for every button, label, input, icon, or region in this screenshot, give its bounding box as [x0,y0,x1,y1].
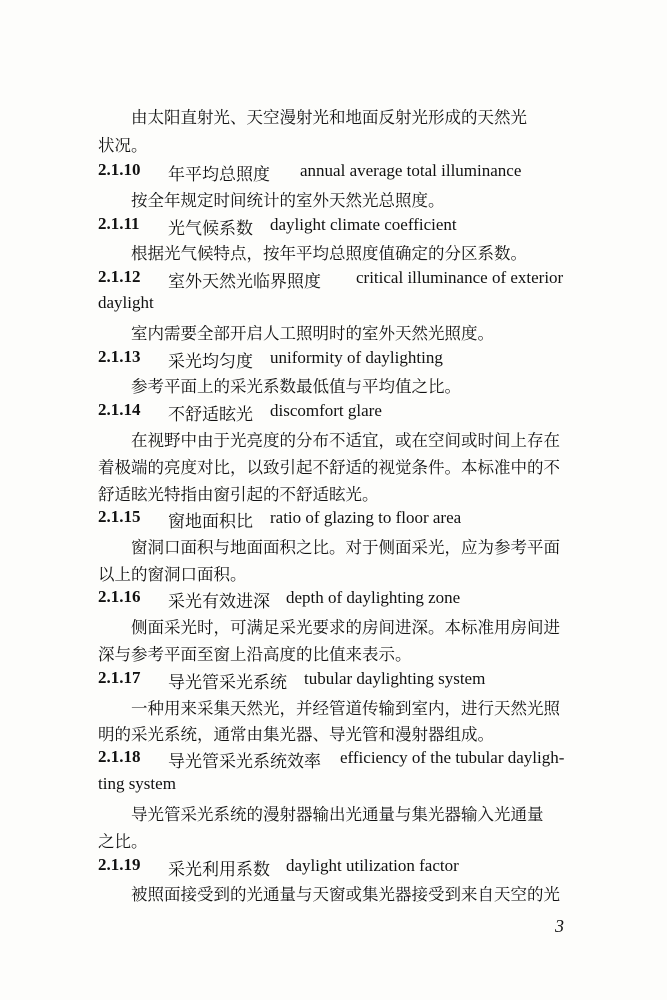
entry-number: 2.1.18 [98,747,141,766]
entry-english: daylight climate coefficient [270,215,457,234]
entry-english: daylight utilization factor [286,856,459,875]
entry-definition-line-2: 深与参考平面至窗上沿高度的比值来表示。 [98,645,412,664]
entry-term: 采光均匀度 [168,352,253,372]
entry-term: 导光管采光系统 [168,673,287,693]
entry-english: critical illuminance of exterior [356,268,564,287]
entry-definition: 室内需要全部开启人工照明时的室外天然光照度。 [131,324,494,343]
entry-term: 不舒适眩光 [168,405,253,425]
entry-english: uniformity of daylighting [270,348,443,367]
entry-definition-line-1: 在视野中由于光亮度的分布不适宜，或在空间或时间上存在 [131,431,560,450]
intro-line-2: 状况。 [98,136,148,155]
entry-number: 2.1.15 [98,507,141,526]
entry-english: depth of daylighting zone [286,588,461,607]
entry-term: 导光管采光系统效率 [168,752,321,772]
entry-english: efficiency of the tubular dayligh- [340,748,565,767]
entry-definition-line-1: 窗洞口面积与地面面积之比。对于侧面采光，应为参考平面 [131,538,560,557]
entry-number: 2.1.13 [98,347,141,366]
entry-term: 年平均总照度 [168,165,270,185]
entry-english: tubular daylighting system [304,669,486,688]
entry-number: 2.1.10 [98,160,141,179]
entry-english: discomfort glare [270,401,382,420]
entry-english-continued: ting system [98,774,176,793]
entry-term: 采光有效进深 [168,592,270,612]
page-number: 3 [555,916,564,936]
entry-definition-line-1: 导光管采光系统的漫射器输出光通量与集光器输入光通量 [131,805,544,824]
entry-definition-line-2: 以上的窗洞口面积。 [98,565,247,584]
entry-definition-line-1: 侧面采光时，可满足采光要求的房间进深。本标准用房间进 [131,618,560,637]
entry-definition-line-3: 舒适眩光特指由窗引起的不舒适眩光。 [98,485,379,504]
entry-number: 2.1.12 [98,267,141,286]
intro-line-1: 由太阳直射光、天空漫射光和地面反射光形成的天然光 [131,108,527,127]
entry-term: 采光利用系数 [168,860,270,880]
entry-definition-line-1: 一种用来采集天然光，并经管道传输到室内，进行天然光照 [131,699,560,718]
entry-number: 2.1.14 [98,400,141,419]
entry-definition-line-1: 被照面接受到的光通量与天窗或集光器接受到来自天空的光 [131,885,560,904]
entry-number: 2.1.19 [98,855,141,874]
entry-term: 光气候系数 [168,219,253,239]
entry-number: 2.1.11 [98,214,140,233]
entry-definition-line-2: 着极端的亮度对比，以致引起不舒适的视觉条件。本标准中的不 [98,458,560,477]
entry-english: ratio of glazing to floor area [270,508,462,527]
entry-definition: 按全年规定时间统计的室外天然光总照度。 [131,191,445,210]
entry-term: 窗地面积比 [168,512,253,532]
entry-english-continued: daylight [98,293,154,312]
entry-number: 2.1.16 [98,587,141,606]
entry-definition-line-2: 明的采光系统，通常由集光器、导光管和漫射器组成。 [98,725,494,744]
entry-number: 2.1.17 [98,668,141,687]
entry-definition: 参考平面上的采光系数最低值与平均值之比。 [131,377,461,396]
entry-term: 室外天然光临界照度 [168,272,321,292]
entry-english: annual average total illuminance [300,161,522,180]
entry-definition: 根据光气候特点，按年平均总照度值确定的分区系数。 [131,244,527,263]
entry-definition-line-2: 之比。 [98,832,148,851]
